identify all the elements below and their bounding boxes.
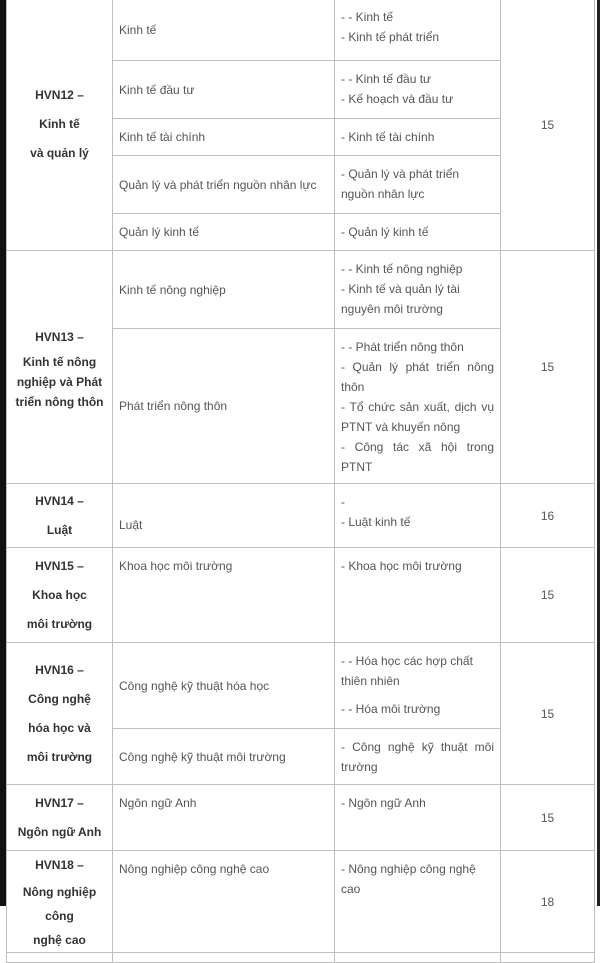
specialization-cell — [335, 329, 501, 484]
specialization-cell — [335, 643, 501, 729]
table-row — [7, 785, 595, 851]
group-cell — [7, 0, 113, 251]
group-name-line: Khoa học — [32, 587, 87, 602]
specialization-item: - Khoa học môi trường — [341, 559, 462, 573]
major-cell: Quản lý và phát triển nguồn nhân lực — [113, 156, 335, 214]
empty-cell — [335, 953, 501, 963]
specialization-item: - Công tác xã hội trong PTNT — [341, 440, 494, 474]
specialization-item: - - Kinh tế nông nghiệp — [341, 262, 463, 276]
specialization-cell — [335, 548, 501, 643]
group-name-line: môi trường — [26, 616, 93, 631]
table-row — [7, 484, 595, 548]
group-name-line: Luật — [46, 522, 73, 537]
table-row — [7, 251, 595, 329]
group-cell — [7, 484, 113, 548]
major-cell: Kinh tế đầu tư — [113, 61, 335, 119]
group-name-line: Ngôn ngữ Anh — [17, 824, 102, 839]
specialization-item: - Kinh tế phát triển — [341, 30, 440, 44]
quota-cell: 16 — [501, 484, 595, 548]
group-cell — [7, 548, 113, 643]
specialization-item: - Công nghệ kỹ thuật môi trường — [341, 740, 494, 774]
major-cell: Khoa học môi trường — [113, 548, 335, 643]
major-cell: Nông nghiệp công nghệ cao — [113, 851, 335, 953]
major-cell: Quản lý kinh tế — [113, 214, 335, 251]
major-cell: Phát triển nông thôn — [113, 329, 335, 484]
group-name-line: và quản lý — [30, 146, 89, 160]
specialization-item: - - Hóa môi trường — [341, 702, 441, 716]
specialization-item: - Kinh tế tài chính — [341, 130, 435, 144]
major-cell: Kinh tế nông nghiệp — [113, 251, 335, 329]
group-cell — [7, 851, 113, 953]
group-name-line: hóa học và — [28, 720, 91, 735]
quota-cell: 15 — [501, 0, 595, 251]
specialization-item: - - Hóa học các hợp chất thiên nhiên — [341, 654, 473, 688]
group-code: HVN18 – — [35, 858, 84, 872]
major-cell: Kinh tế tài chính — [113, 119, 335, 156]
specialization-item: - Nông nghiệp công nghệ cao — [341, 862, 476, 896]
specialization-item: - Quản lý và phát triển nguồn nhân lực — [341, 167, 460, 201]
specialization-item: - Tổ chức sản xuất, dịch vụ PTNT và khuyến nông — [341, 400, 494, 434]
specialization-cell — [335, 785, 501, 851]
group-name-line: triển nông thôn — [15, 394, 104, 409]
group-code: HVN14 – — [35, 493, 84, 508]
specialization-item: - Luật kinh tế — [341, 515, 411, 529]
specialization-cell — [335, 119, 501, 156]
group-name-line: Kinh tế — [39, 117, 80, 131]
group-name-line: Công nghệ — [28, 691, 91, 706]
table-row — [7, 548, 595, 643]
quota-cell: 15 — [501, 785, 595, 851]
group-code: HVN13 – — [35, 329, 84, 344]
empty-cell — [501, 953, 595, 963]
specialization-item: - Quản lý phát triển nông thôn — [341, 360, 494, 394]
group-name-line: nghệ cao — [33, 933, 86, 947]
specialization-item: - - Kinh tế — [341, 10, 394, 24]
group-name-line: môi trường — [26, 749, 93, 764]
specialization-item: - Kế hoạch và đầu tư — [341, 92, 454, 106]
specialization-cell — [335, 156, 501, 214]
admission-table — [6, 0, 595, 963]
empty-cell — [7, 953, 113, 963]
specialization-cell — [335, 484, 501, 548]
specialization-item: - - Phát triển nông thôn — [341, 340, 464, 354]
group-name-line: Kinh tế nông — [22, 354, 97, 369]
specialization-cell — [335, 729, 501, 785]
major-cell: Kinh tế — [113, 0, 335, 61]
group-name-line: Nông nghiệp công — [22, 885, 97, 923]
quota-cell: 18 — [501, 851, 595, 953]
table-row — [7, 851, 595, 953]
specialization-cell — [335, 251, 501, 329]
group-cell — [7, 251, 113, 484]
table-row — [7, 643, 595, 729]
major-cell: Ngôn ngữ Anh — [113, 785, 335, 851]
group-code: HVN12 – — [35, 88, 84, 102]
quota-cell: 15 — [501, 251, 595, 484]
group-code: HVN15 – — [35, 558, 84, 573]
group-cell — [7, 643, 113, 785]
quota-cell: 15 — [501, 643, 595, 785]
specialization-cell — [335, 61, 501, 119]
group-code: HVN17 – — [35, 795, 84, 810]
specialization-item: - — [341, 495, 345, 509]
specialization-item: - Kinh tế và quản lý tài nguyên môi trường — [341, 282, 460, 316]
group-name-line: nghiệp và Phát — [16, 374, 103, 389]
table-row — [7, 0, 595, 61]
major-cell: Luật — [113, 484, 335, 548]
group-code: HVN16 – — [35, 662, 84, 677]
specialization-cell — [335, 214, 501, 251]
table-row — [7, 953, 595, 963]
major-cell: Công nghệ kỹ thuật hóa học — [113, 643, 335, 729]
specialization-item: - Quản lý kinh tế — [341, 225, 429, 239]
major-cell: Công nghệ kỹ thuật môi trường — [113, 729, 335, 785]
quota-cell: 15 — [501, 548, 595, 643]
empty-cell — [113, 953, 335, 963]
specialization-item: - - Kinh tế đầu tư — [341, 72, 432, 86]
specialization-cell — [335, 0, 501, 61]
specialization-item: - Ngôn ngữ Anh — [341, 796, 426, 810]
specialization-cell — [335, 851, 501, 953]
group-cell — [7, 785, 113, 851]
